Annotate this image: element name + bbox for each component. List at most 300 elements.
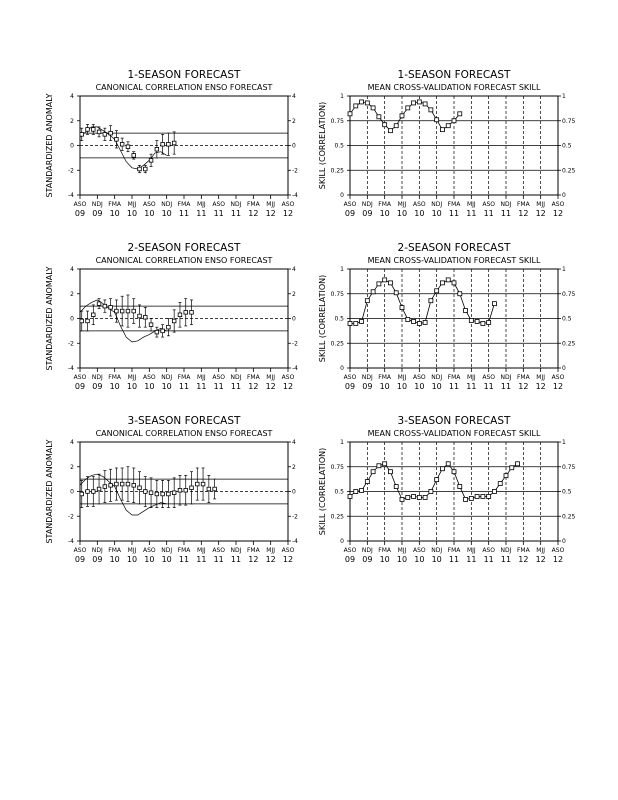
x-tick-label: FMA [246,374,260,381]
skill-point [348,494,352,498]
y-tick-label-left: 0 [70,488,74,496]
x-tick-year: 11 [213,209,224,218]
y-tick-label-right: -2 [292,167,298,175]
x-tick-label: MJJ [266,201,276,208]
x-tick-label: NDJ [161,374,173,381]
skill-point [400,114,404,118]
x-tick-year: 09 [362,555,373,564]
x-tick-label: FMA [516,374,530,381]
chart-panel-5 [45,415,298,564]
x-tick-year: 10 [414,382,425,391]
x-tick-year: 10 [144,555,155,564]
x-tick-year: 12 [535,382,546,391]
x-tick-year: 11 [466,555,477,564]
y-tick-label-left: -4 [68,192,74,199]
y-tick-label-right: 4 [292,93,296,100]
x-tick-label: NDJ [230,547,242,554]
x-tick-label: FMA [378,201,392,208]
skill-point [510,466,514,470]
x-tick-label: ASO [551,374,565,381]
x-tick-year: 11 [196,382,207,391]
x-tick-label: FMA [378,547,392,554]
skill-point [429,299,433,303]
x-tick-label: MJJ [196,201,206,208]
forecast-point [86,128,90,132]
forecast-point [149,491,153,495]
chart-title: 3-SEASON FORECAST [127,415,241,427]
y-tick-label-left: 4 [70,266,74,273]
x-tick-year: 10 [431,555,442,564]
x-tick-label: ASO [73,374,87,381]
forecast-point [115,309,119,313]
skill-point [446,124,450,128]
y-tick-label-right: 0.75 [562,117,576,125]
y-tick-label-left: 4 [70,439,74,446]
x-tick-label: ASO [413,201,426,208]
x-tick-label: NDJ [500,201,512,208]
y-tick-label-right: 0 [562,538,566,545]
y-tick-label-right: 4 [292,439,296,446]
x-tick-label: ASO [343,201,357,208]
x-tick-year: 10 [431,382,442,391]
y-axis-label: SKILL (CORRELATION) [318,274,327,363]
x-tick-year: 10 [396,382,408,391]
x-tick-year: 12 [282,209,294,218]
x-tick-label: MJJ [466,547,476,554]
x-tick-year: 10 [396,209,408,218]
skill-point [446,462,450,466]
x-tick-label: FMA [447,374,461,381]
forecast-point [167,492,171,496]
skill-point [516,462,520,466]
skill-point [371,470,375,474]
y-tick-label-left: 0 [340,192,344,199]
chart-panel-3 [45,242,298,391]
x-tick-year: 09 [344,555,356,564]
x-tick-label: FMA [177,201,191,208]
chart-panel-1 [45,69,298,218]
y-tick-label-right: 1 [562,439,566,446]
forecast-point [80,319,84,323]
y-tick-label-left: 1 [340,439,344,446]
skill-point [348,112,352,116]
x-tick-year: 12 [282,382,294,391]
x-tick-label: NDJ [361,201,373,208]
y-tick-label-left: 4 [70,93,74,100]
x-tick-label: FMA [378,374,392,381]
x-tick-label: ASO [212,374,225,381]
forecast-point [161,492,165,496]
x-tick-label: ASO [212,547,225,554]
forecast-point [172,491,176,495]
forecast-point [80,492,84,496]
forecast-point [103,133,107,137]
y-tick-label-left: 2 [70,463,74,471]
x-tick-label: MJJ [397,547,407,554]
x-tick-label: MJJ [266,374,276,381]
x-tick-label: ASO [482,201,495,208]
x-tick-label: MJJ [536,201,546,208]
y-tick-label-right: 0 [562,192,566,199]
x-tick-year: 09 [92,382,103,391]
x-tick-label: ASO [551,201,565,208]
x-tick-year: 12 [248,209,259,218]
y-tick-label-right: 0 [292,488,296,496]
x-tick-label: ASO [143,201,156,208]
x-tick-label: MJJ [127,547,137,554]
x-tick-label: NDJ [230,374,242,381]
y-tick-label-right: 0 [562,365,566,372]
x-tick-label: MJJ [127,201,137,208]
x-tick-year: 12 [282,555,294,564]
y-tick-label-right: 2 [292,290,296,298]
y-tick-label-right: -4 [292,365,298,372]
x-tick-year: 10 [161,382,172,391]
x-tick-label: FMA [447,547,461,554]
x-tick-year: 12 [518,382,529,391]
skill-point [429,108,433,112]
skill-point [417,495,421,499]
x-tick-label: FMA [246,201,260,208]
skill-point [481,321,485,325]
skill-point [412,101,416,105]
forecast-point [161,329,165,333]
x-tick-year: 12 [552,555,564,564]
x-tick-year: 11 [448,382,460,391]
forecast-point [155,330,159,334]
y-axis-label: STANDARDIZED ANOMALY [45,439,54,544]
forecast-point [91,128,95,132]
x-tick-year: 09 [344,209,356,218]
y-tick-label-right: 0.5 [562,488,572,496]
forecast-point [213,487,217,491]
y-tick-label-left: 0.5 [334,315,344,323]
skill-point [487,494,491,498]
x-tick-label: MJJ [196,374,206,381]
skill-point [354,104,358,108]
skill-point [469,318,473,322]
x-tick-year: 10 [161,555,172,564]
x-tick-year: 10 [414,555,425,564]
y-tick-label-right: 0.75 [562,463,576,471]
y-tick-label-left: -4 [68,538,74,545]
x-tick-label: ASO [73,201,87,208]
skill-point [412,494,416,498]
x-tick-year: 10 [414,209,425,218]
forecast-point [126,309,130,313]
x-tick-label: NDJ [230,201,242,208]
skill-point [365,101,369,105]
x-tick-label: NDJ [431,547,443,554]
forecast-point [103,485,107,489]
y-tick-label-left: 0.75 [330,463,344,471]
x-tick-label: ASO [281,547,295,554]
forecast-point [120,142,124,146]
skill-point [440,467,444,471]
forecast-point [126,482,130,486]
y-tick-label-left: -2 [68,340,74,348]
skill-point [452,470,456,474]
skill-point [435,478,439,482]
skill-point [492,490,496,494]
chart-panel-2 [318,69,576,218]
x-tick-label: MJJ [397,374,407,381]
skill-point [371,290,375,294]
forecast-point [91,313,95,317]
forecast-point [195,482,199,486]
skill-point [360,319,364,323]
forecast-point [184,311,188,315]
x-tick-year: 12 [535,209,546,218]
x-tick-year: 10 [109,209,120,218]
forecast-point [132,154,136,158]
forecast-point [86,319,90,323]
y-tick-label-right: 0.5 [562,142,572,150]
y-tick-label-left: 0 [340,365,344,372]
forecast-point [103,304,107,308]
x-tick-year: 11 [213,382,224,391]
skill-point [377,282,381,286]
x-tick-year: 10 [126,382,138,391]
skill-point [406,317,410,321]
x-tick-year: 10 [144,209,155,218]
y-tick-label-left: 1 [340,93,344,100]
x-tick-year: 10 [379,555,390,564]
skill-point [423,102,427,106]
x-tick-year: 11 [466,209,477,218]
x-tick-label: FMA [108,374,122,381]
x-tick-year: 11 [230,209,242,218]
x-tick-label: FMA [246,547,260,554]
forecast-point [86,490,90,494]
x-tick-year: 09 [74,555,86,564]
skill-point [348,321,352,325]
forecast-point [143,167,147,171]
skill-point [388,281,392,285]
forecast-point [207,487,211,491]
y-tick-label-left: -4 [68,365,74,372]
x-tick-label: MJJ [127,374,137,381]
x-tick-label: ASO [551,547,565,554]
x-tick-year: 11 [448,555,460,564]
x-tick-label: ASO [73,547,87,554]
x-tick-year: 10 [396,555,408,564]
x-tick-year: 12 [248,555,259,564]
y-tick-label-left: 0.25 [330,340,344,348]
skill-point [458,485,462,489]
x-tick-year: 09 [362,209,373,218]
forecast-point [138,167,142,171]
x-tick-year: 09 [74,382,86,391]
x-tick-label: ASO [143,374,156,381]
x-tick-label: NDJ [161,201,173,208]
chart-subtitle: CANONICAL CORRELATION ENSO FORECAST [95,83,273,92]
x-tick-year: 11 [196,555,207,564]
forecast-point [149,323,153,327]
skill-point [417,100,421,104]
skill-point [469,496,473,500]
x-tick-year: 11 [500,555,512,564]
x-tick-label: ASO [413,547,426,554]
x-tick-label: NDJ [91,374,103,381]
x-tick-year: 12 [518,555,529,564]
y-tick-label-right: 0.75 [562,290,576,298]
skill-point [417,321,421,325]
x-tick-label: FMA [447,201,461,208]
y-tick-label-right: -4 [292,538,298,545]
x-tick-year: 10 [126,555,138,564]
skill-point [371,106,375,110]
y-tick-label-right: 2 [292,463,296,471]
skill-point [377,115,381,119]
y-axis-label: SKILL (CORRELATION) [318,101,327,190]
forecast-point [109,484,113,488]
skill-point [429,490,433,494]
x-tick-label: MJJ [466,201,476,208]
x-tick-label: FMA [516,547,530,554]
forecast-point [178,313,182,317]
x-tick-label: ASO [482,547,495,554]
x-tick-label: MJJ [466,374,476,381]
forecast-point [190,311,194,315]
skill-point [452,281,456,285]
skill-line [350,102,460,131]
y-tick-label-right: 0 [292,142,296,150]
forecast-point [138,314,142,318]
skill-point [464,309,468,313]
forecast-point [155,492,159,496]
x-tick-year: 11 [500,382,512,391]
skill-point [481,494,485,498]
forecast-point [115,138,119,142]
x-tick-label: NDJ [500,547,512,554]
x-tick-label: NDJ [361,374,373,381]
skill-point [458,112,462,116]
forecast-point [149,159,153,163]
skill-point [504,474,508,478]
x-tick-year: 11 [178,209,190,218]
x-tick-year: 12 [535,555,546,564]
x-tick-year: 09 [362,382,373,391]
x-tick-year: 10 [109,555,120,564]
x-tick-year: 09 [92,209,103,218]
y-tick-label-left: 0.25 [330,513,344,521]
forecast-point [190,486,194,490]
forecast-point [161,142,165,146]
x-tick-year: 10 [379,209,390,218]
x-tick-year: 11 [466,382,477,391]
y-tick-label-right: 0.5 [562,315,572,323]
y-tick-label-left: -2 [68,513,74,521]
x-tick-label: ASO [143,547,156,554]
chart-title: 2-SEASON FORECAST [397,242,511,254]
x-tick-year: 11 [178,555,190,564]
x-tick-year: 09 [92,555,103,564]
forecast-point [201,482,205,486]
forecast-point [80,133,84,137]
x-tick-label: FMA [108,201,122,208]
forecast-point [132,309,136,313]
forecast-point [97,302,101,306]
y-tick-label-left: 0.75 [330,117,344,125]
x-tick-year: 09 [74,209,86,218]
x-tick-label: NDJ [91,547,103,554]
skill-point [354,490,358,494]
skill-point [365,480,369,484]
forecast-point [167,325,171,329]
skill-point [394,291,398,295]
x-tick-year: 12 [265,555,276,564]
chart-subtitle: MEAN CROSS-VALIDATION FORECAST SKILL [367,83,541,92]
x-tick-label: ASO [212,201,225,208]
x-tick-label: MJJ [196,547,206,554]
skill-point [475,319,479,323]
x-tick-label: FMA [177,547,191,554]
y-tick-label-left: 0 [70,142,74,150]
forecast-point [115,482,119,486]
x-tick-year: 10 [144,382,155,391]
skill-line [350,464,518,500]
y-tick-label-left: 0.75 [330,290,344,298]
forecast-point [172,319,176,323]
x-tick-year: 12 [552,209,564,218]
skill-point [383,462,387,466]
x-tick-label: ASO [281,201,295,208]
y-axis-label: STANDARDIZED ANOMALY [45,93,54,198]
forecast-point [143,490,147,494]
x-tick-year: 10 [379,382,390,391]
forecast-point [167,142,171,146]
skill-point [440,128,444,132]
skill-point [464,497,468,501]
x-tick-year: 11 [500,209,512,218]
skill-point [360,100,364,104]
x-tick-label: MJJ [536,547,546,554]
chart-panel-4 [318,242,576,391]
skill-point [452,119,456,123]
forecast-point [97,487,101,491]
skill-point [487,320,491,324]
chart-subtitle: CANONICAL CORRELATION ENSO FORECAST [95,429,273,438]
skill-point [423,320,427,324]
y-tick-label-left: 0 [70,315,74,323]
x-tick-year: 12 [552,382,564,391]
skill-point [394,124,398,128]
y-tick-label-right: -4 [292,192,298,199]
forecast-point [155,147,159,151]
x-tick-label: MJJ [536,374,546,381]
x-tick-label: FMA [516,201,530,208]
x-tick-label: NDJ [431,374,443,381]
skill-point [435,118,439,122]
skill-point [354,321,358,325]
forecast-point [97,130,101,134]
x-tick-year: 11 [230,382,242,391]
x-tick-year: 11 [483,555,494,564]
x-tick-label: ASO [343,374,357,381]
chart-title: 1-SEASON FORECAST [127,69,241,81]
x-tick-year: 11 [213,555,224,564]
x-tick-label: MJJ [397,201,407,208]
y-tick-label-right: 1 [562,93,566,100]
x-tick-label: ASO [281,374,295,381]
skill-point [394,485,398,489]
x-tick-label: FMA [177,374,191,381]
x-tick-year: 12 [265,209,276,218]
skill-point [383,278,387,282]
forecast-point [120,309,124,313]
y-tick-label-right: -2 [292,513,298,521]
